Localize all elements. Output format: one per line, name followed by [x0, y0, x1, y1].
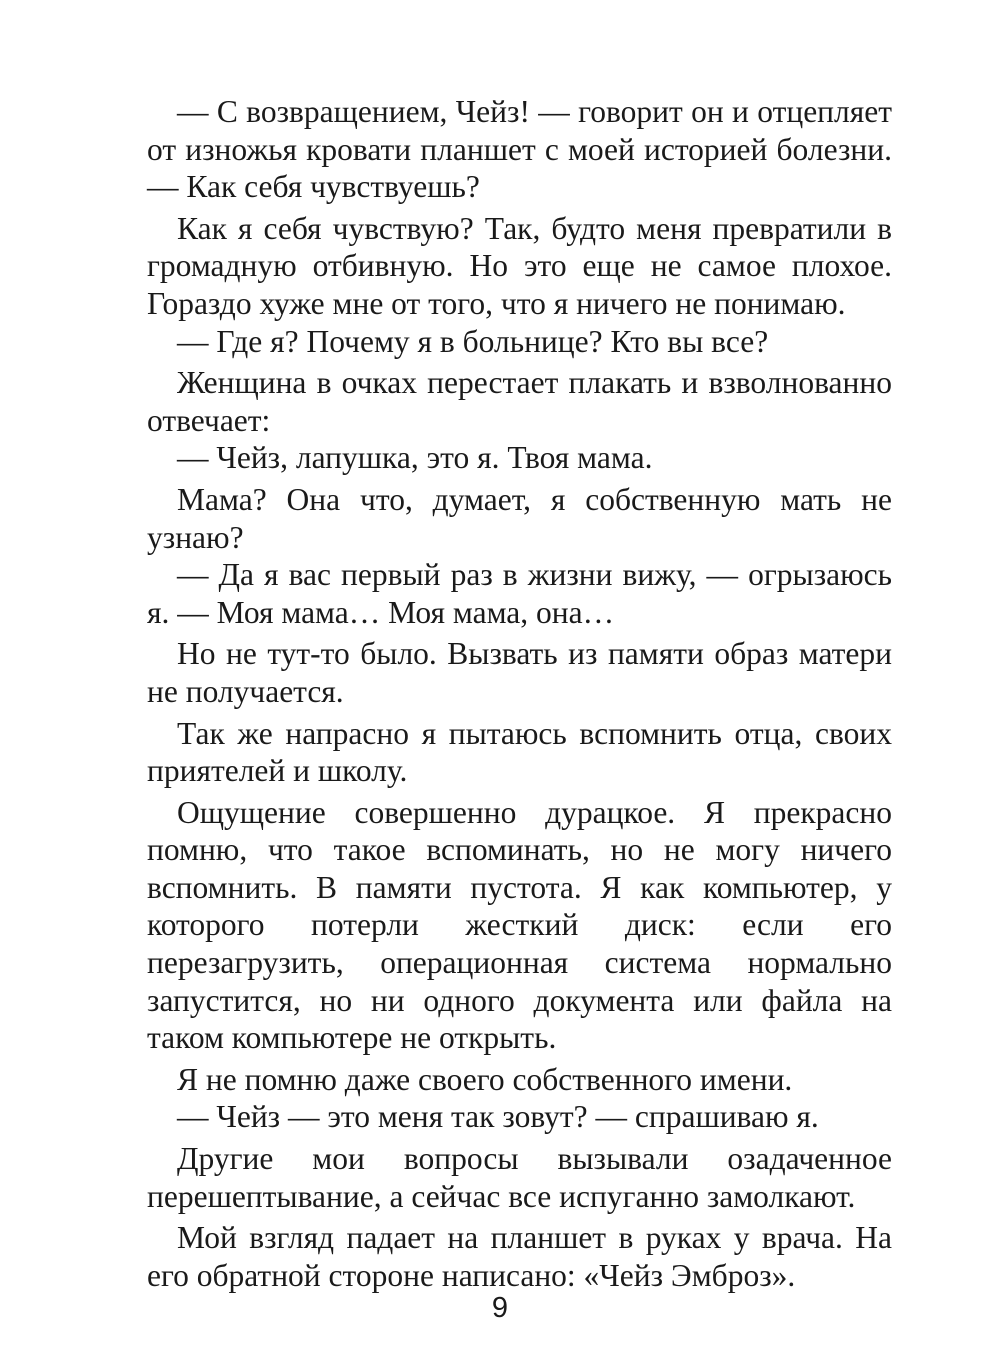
paragraph: Я не помню даже своего собственного имени.	[177, 1061, 793, 1097]
paragraph: — Где я? Почему я в больнице? Кто вы все?	[177, 323, 769, 359]
paragraph: Но не тут-то было. Вызвать из памяти образ матери не получается.	[147, 636, 892, 709]
page-text	[147, 93, 892, 1294]
page-number: 9	[491, 1292, 509, 1324]
paragraph: Как я себя чувствую? Так, будто меня превратили в громадную отбивную. Но это еще не самое плохое. Гораздо хуже мне от того, что я ничего не понимаю.	[147, 210, 892, 321]
paragraph: — Чейз, лапушка, это я. Твоя мама.	[177, 440, 653, 476]
paragraph: Ощущение совершенно дурацкое. Я прекрасно помню, что такое вспоминать, но не могу ничего вспомнить. В памяти пустота. Я как компьютер, у которого потерли жесткий диск: если его перезагрузить, операционная система нормально запустится, но ни одного документа или файла на таком компьютере не открыть.	[147, 794, 892, 1056]
paragraph: Так же напрасно я пытаюсь вспомнить отца, своих приятелей и школу.	[147, 715, 892, 789]
paragraph: — С возвращением, Чейз! — говорит он и отцепляет от изножья кровати планшет с моей историей болезни. — Как себя чувствуешь?	[147, 94, 892, 205]
paragraph: Мой взгляд падает на планшет в руках у врача. На его обратной стороне написано: «Чейз Эмброз».	[147, 1220, 892, 1293]
paragraph: Женщина в очках перестает плакать и взволнованно отвечает:	[147, 365, 892, 438]
paragraph: — Да я вас первый раз в жизни вижу, — огрызаюсь я. — Моя мама… Моя мама, она…	[147, 557, 892, 630]
paragraph: — Чейз — это меня так зовут? — спрашиваю я.	[177, 1099, 819, 1135]
paragraph: Другие мои вопросы вызывали озадаченное перешептывание, а сейчас все испуганно замолкают.	[147, 1141, 892, 1214]
paragraph: Мама? Она что, думает, я собственную мать не узнаю?	[147, 481, 892, 555]
